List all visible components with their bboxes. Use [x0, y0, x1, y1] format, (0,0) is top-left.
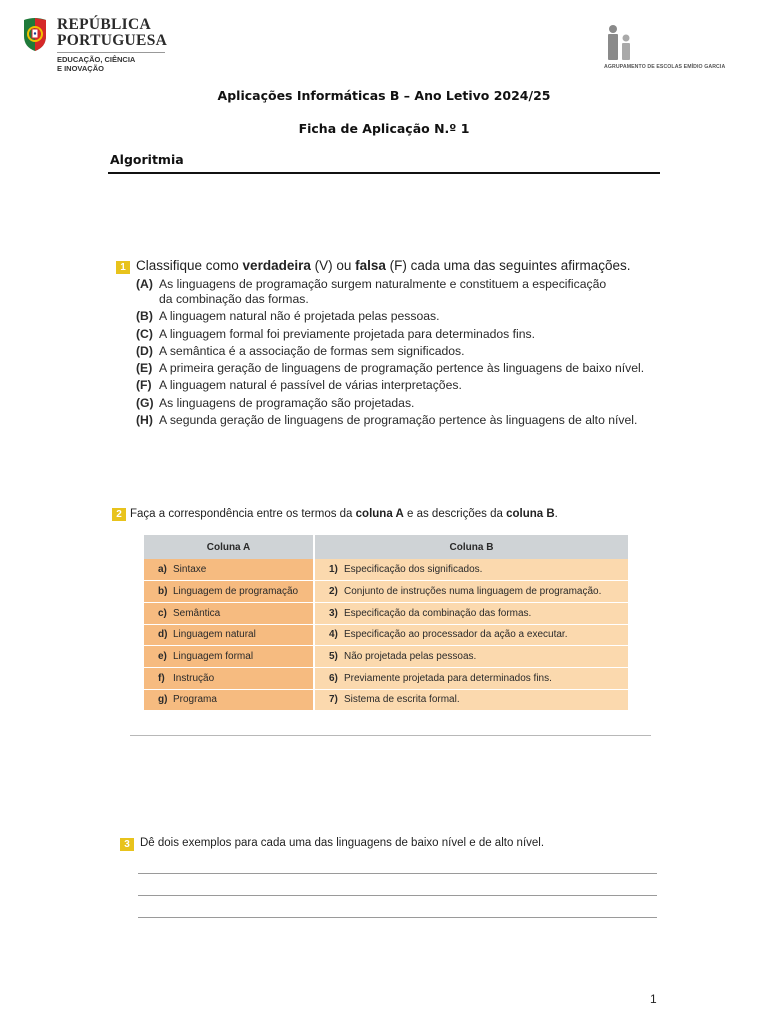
column-a-cell: d) Linguagem natural — [144, 624, 314, 646]
question-2-badge: 2 — [112, 508, 126, 521]
option-h: (H) A segunda geração de linguagens de programação pertence às linguagens de alto nível. — [136, 413, 638, 427]
column-b-cell: 7) Sistema de escrita formal. — [314, 689, 629, 711]
table-header-row — [144, 535, 629, 559]
option-b: (B) A linguagem natural não é projetada pelas pessoas. — [136, 309, 440, 323]
column-a-cell: g) Programa — [144, 689, 314, 711]
column-a-cell: c) Semântica — [144, 602, 314, 624]
question-3-prompt: Dê dois exemplos para cada uma das linguagens de baixo nível e de alto nível. — [140, 837, 545, 849]
document-subtitle: Ficha de Aplicação N.º 1 — [298, 121, 470, 136]
question-3-badge: 3 — [120, 838, 134, 851]
school-logo — [600, 24, 745, 74]
table-row — [144, 646, 629, 668]
column-b-cell: 5) Não projetada pelas pessoas. — [314, 646, 629, 668]
table-row — [144, 559, 629, 581]
column-a-cell: b) Linguagem de programação — [144, 581, 314, 603]
answer-line[interactable] — [138, 895, 657, 896]
column-b-cell: 2) Conjunto de instruções numa linguagem de programação. — [314, 581, 629, 603]
table-row — [144, 624, 629, 646]
table-row — [144, 581, 629, 603]
column-a-header: Coluna A — [144, 535, 314, 559]
table-bottom-rule — [130, 735, 651, 736]
option-a: (A) As linguagens de programação surgem naturalmente e constituem a especificação — [136, 277, 607, 291]
republica-portuguesa-logo — [22, 14, 168, 74]
logo-divider — [57, 52, 165, 53]
column-b-cell: 1) Especificação dos significados. — [314, 559, 629, 581]
column-a-cell: f) Instrução — [144, 667, 314, 689]
option-f: (F) A linguagem natural é passível de várias interpretações. — [136, 378, 462, 392]
answer-line[interactable] — [138, 873, 657, 874]
option-a-continued: da combinação das formas. — [159, 292, 309, 306]
option-e: (E) A primeira geração de linguagens de programação pertence às linguagens de baixo nível. — [136, 361, 645, 375]
answer-line[interactable] — [138, 917, 657, 918]
table-row — [144, 667, 629, 689]
school-name: AGRUPAMENTO DE ESCOLAS EMÍDIO GARCIA — [604, 64, 726, 70]
question-1-prompt: Classifique como verdadeira (V) ou falsa (F) cada uma das seguintes afirmações. — [136, 258, 631, 273]
option-c: (C) A linguagem formal foi previamente projetada para determinados fins. — [136, 327, 535, 341]
matching-table — [144, 535, 630, 711]
portugal-emblem-icon — [22, 16, 49, 52]
logo-sub-line1: EDUCAÇÃO, CIÊNCIA — [57, 55, 136, 64]
column-a-cell: a) Sintaxe — [144, 559, 314, 581]
document-title: Aplicações Informáticas B – Ano Letivo 2024/25 — [217, 88, 551, 103]
question-1-badge: 1 — [116, 261, 130, 274]
school-figures-icon — [604, 24, 636, 62]
logo-line-republica: REPÚBLICA — [57, 16, 151, 33]
option-d: (D) A semântica é a associação de formas sem significados. — [136, 344, 465, 358]
column-b-cell: 4) Especificação ao processador da ação a executar. — [314, 624, 629, 646]
column-b-header: Coluna B — [314, 535, 629, 559]
section-heading: Algoritmia — [110, 152, 184, 167]
column-b-cell: 6) Previamente projetada para determinados fins. — [314, 667, 629, 689]
option-g: (G) As linguagens de programação são projetadas. — [136, 396, 415, 410]
logo-line-portuguesa: PORTUGUESA — [57, 32, 168, 49]
table-row — [144, 689, 629, 711]
column-b-cell: 3) Especificação da combinação das formas. — [314, 602, 629, 624]
logo-sub-line2: E INOVAÇÃO — [57, 64, 104, 73]
page-number: 1 — [650, 992, 657, 1006]
section-divider — [108, 172, 660, 174]
question-2-prompt: Faça a correspondência entre os termos da coluna A e as descrições da coluna B. — [130, 508, 558, 520]
column-a-cell: e) Linguagem formal — [144, 646, 314, 668]
table-row — [144, 602, 629, 624]
